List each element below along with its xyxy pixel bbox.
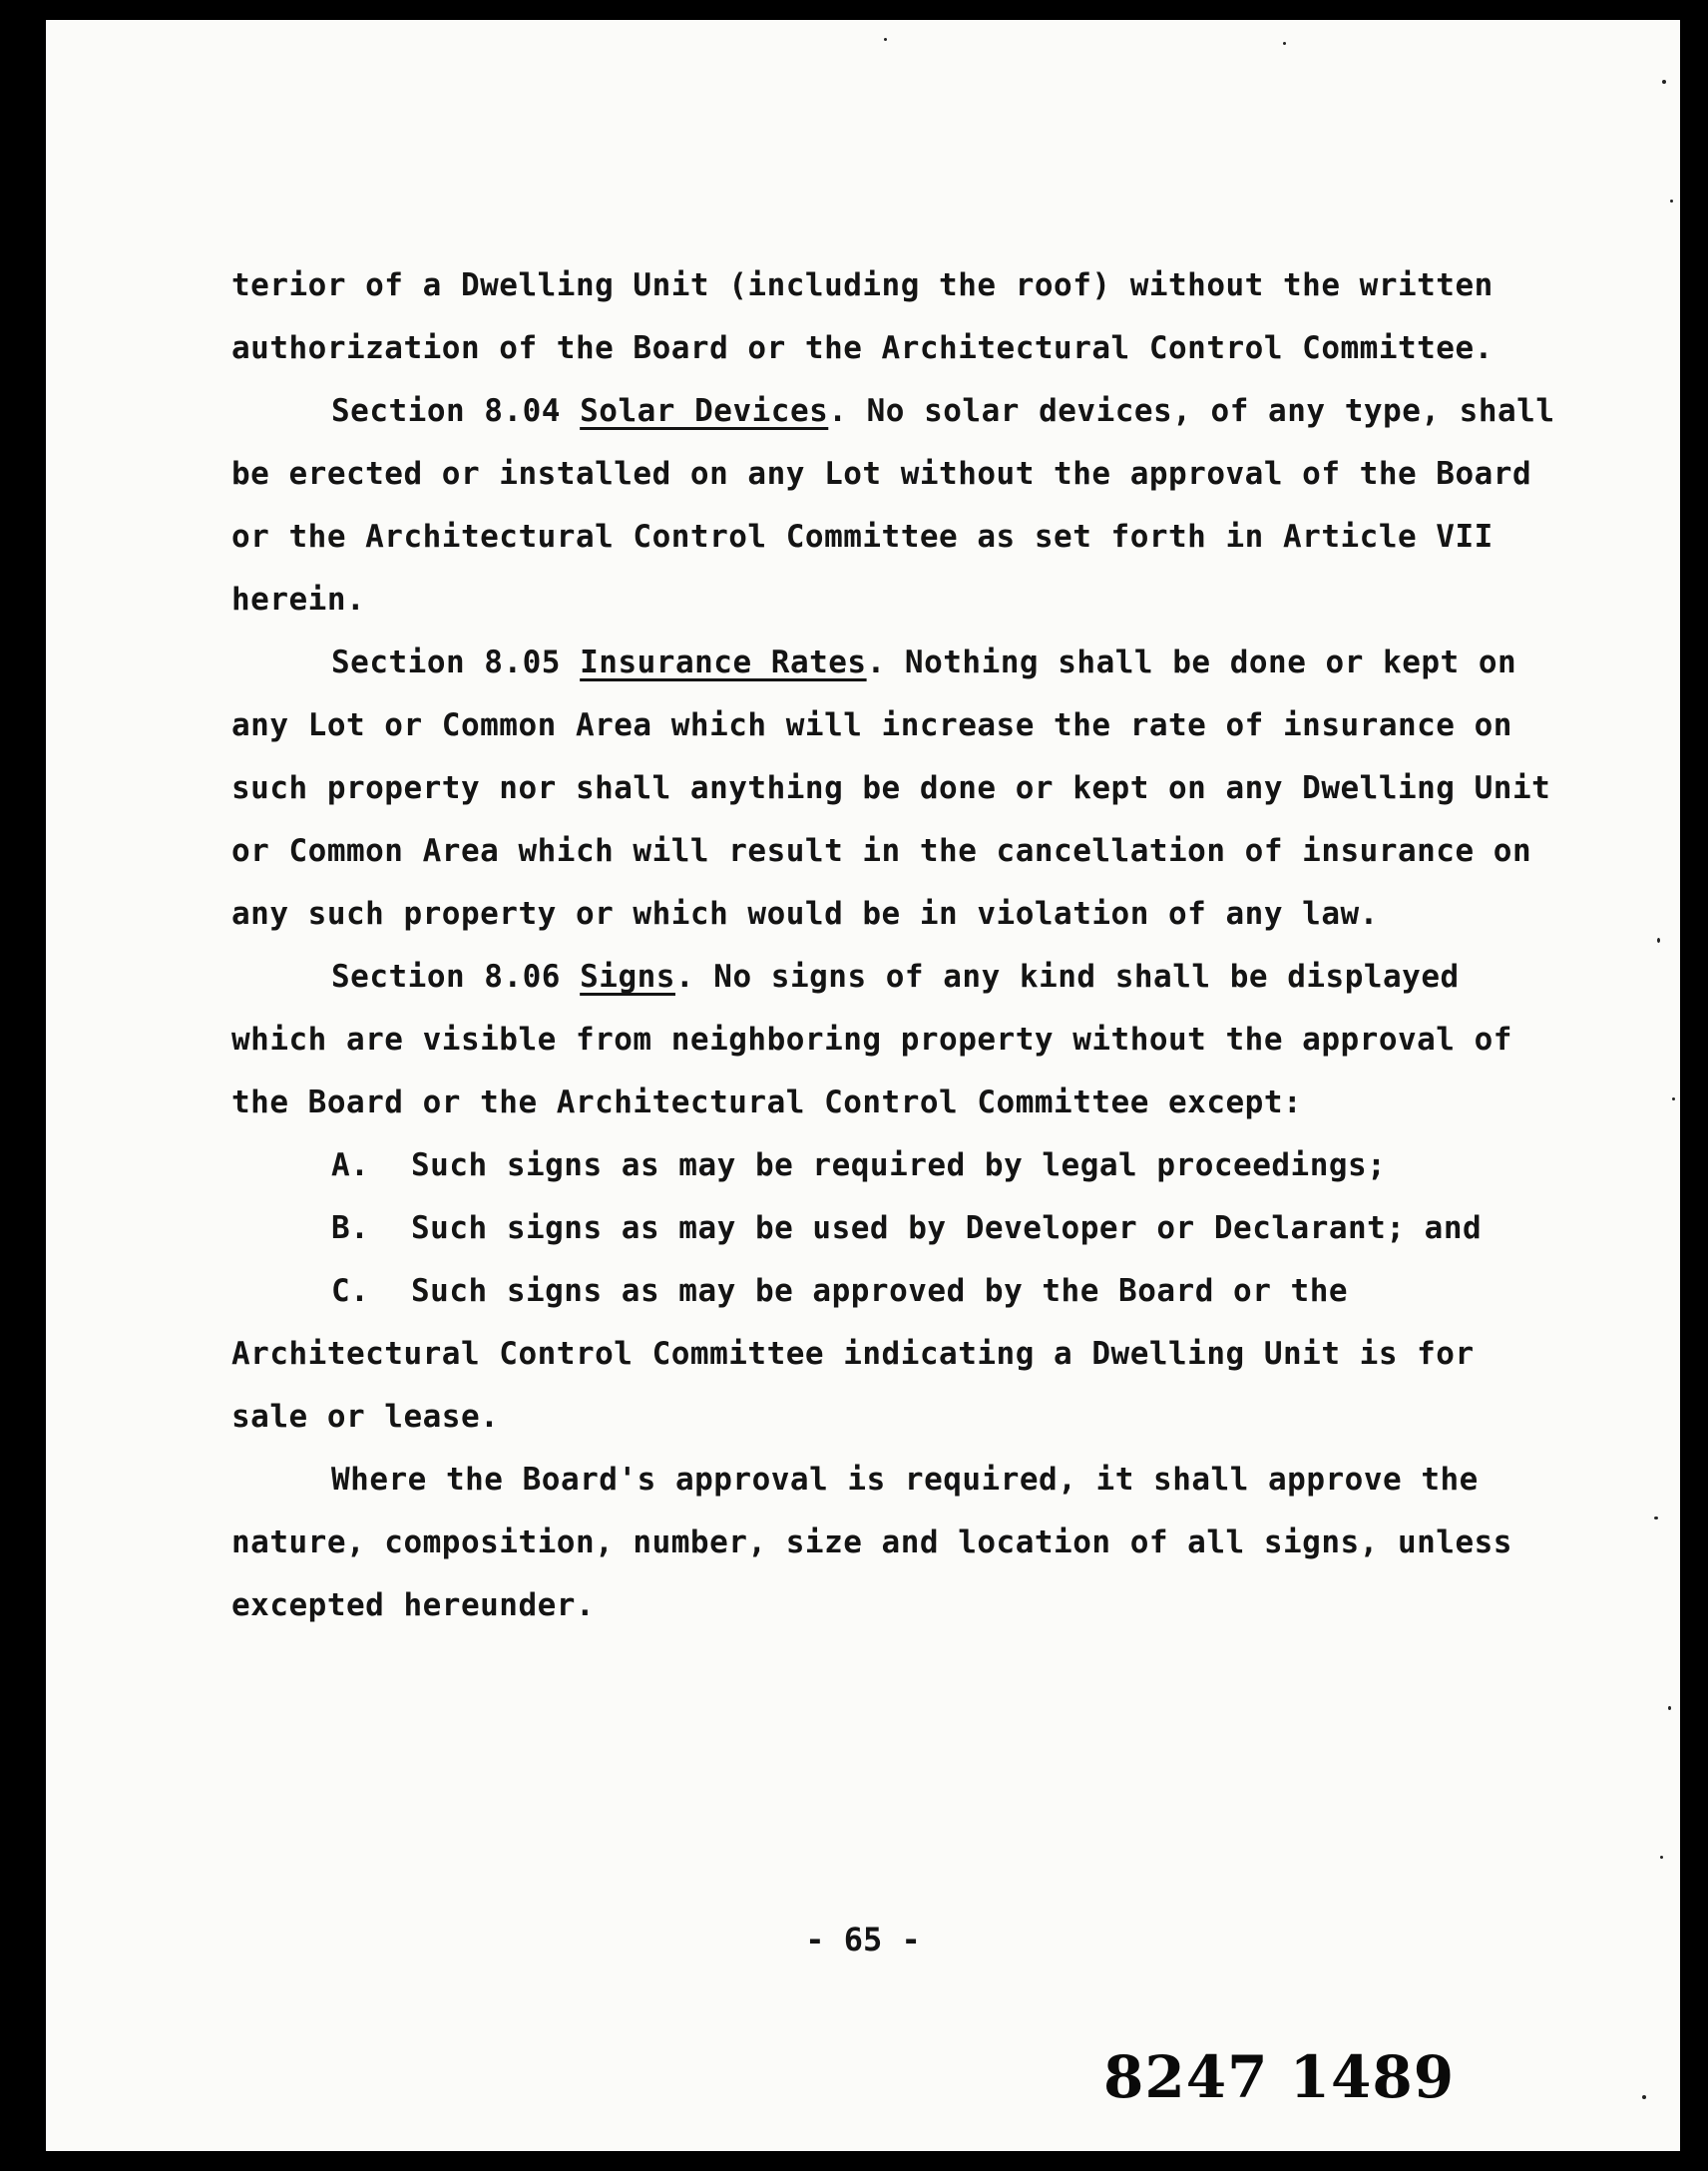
section-number: Section 8.05 (331, 645, 561, 680)
section-number: Section 8.06 (331, 959, 561, 995)
section-heading: Solar Devices (580, 393, 829, 429)
document-reference-number: 8247 1489 (1103, 2043, 1456, 2111)
section-heading: Insurance Rates (580, 645, 867, 680)
section-body: . No signs of any kind shall be displayed which are visible from neighboring property without the approval of the Board or the Architectural Control Committee except: (231, 959, 1512, 1120)
scan-speck (1657, 938, 1660, 943)
list-item-letter: A. (331, 1147, 370, 1183)
scan-speck (884, 38, 887, 41)
scan-speck (1283, 42, 1286, 45)
section-8-04 (231, 380, 1568, 632)
list-item-text: Such signs as may be used by Developer or Declarant; and (411, 1210, 1483, 1246)
section-8-05 (231, 632, 1568, 946)
page-number: - 65 - (805, 1921, 921, 1958)
section-8-06 (231, 946, 1568, 1134)
document-body (231, 254, 1568, 1637)
scan-speck (1670, 200, 1673, 203)
list-item-letter: B. (331, 1210, 370, 1246)
section-body: . No solar devices, of any type, shall be erected or installed on any Lot without the approval of the Board or the Architectural Control Committee as set forth in Article VII herein. (231, 393, 1555, 618)
scan-speck (1668, 1706, 1671, 1710)
list-item-letter: C. (331, 1273, 370, 1309)
closing-paragraph: Where the Board's approval is required, it shall approve the nature, composition, number, size and location of all signs, unless excepted hereunder. (231, 1462, 1512, 1623)
scan-speck (1654, 1517, 1658, 1520)
document-page (46, 20, 1680, 2151)
section-body: . Nothing shall be done or kept on any Lot or Common Area which will increase the rate of insurance on such property nor shall anything be done or kept on any Dwelling Unit or Common Area which will result in the cancellation of insurance on any such property or which would be in violation of any law. (231, 645, 1551, 932)
section-heading: Signs (580, 959, 675, 995)
paragraph-continuation: terior of a Dwelling Unit (including the roof) without the written authorization of the Board or the Architectural Control Committee. (231, 267, 1494, 366)
list-item-a (231, 1134, 1568, 1197)
scan-speck (1662, 80, 1666, 84)
list-item-b (231, 1197, 1568, 1260)
scan-speck (1672, 1097, 1675, 1100)
scan-speck (1642, 2095, 1646, 2099)
scan-speck (1660, 1856, 1663, 1859)
list-item-text: Such signs as may be required by legal proceedings; (411, 1147, 1387, 1183)
list-item-text: Such signs as may be approved by the Board or the Architectural Control Committee indicating a Dwelling Unit is for sale or lease. (231, 1273, 1475, 1435)
section-number: Section 8.04 (331, 393, 561, 429)
list-item-c (231, 1260, 1568, 1449)
